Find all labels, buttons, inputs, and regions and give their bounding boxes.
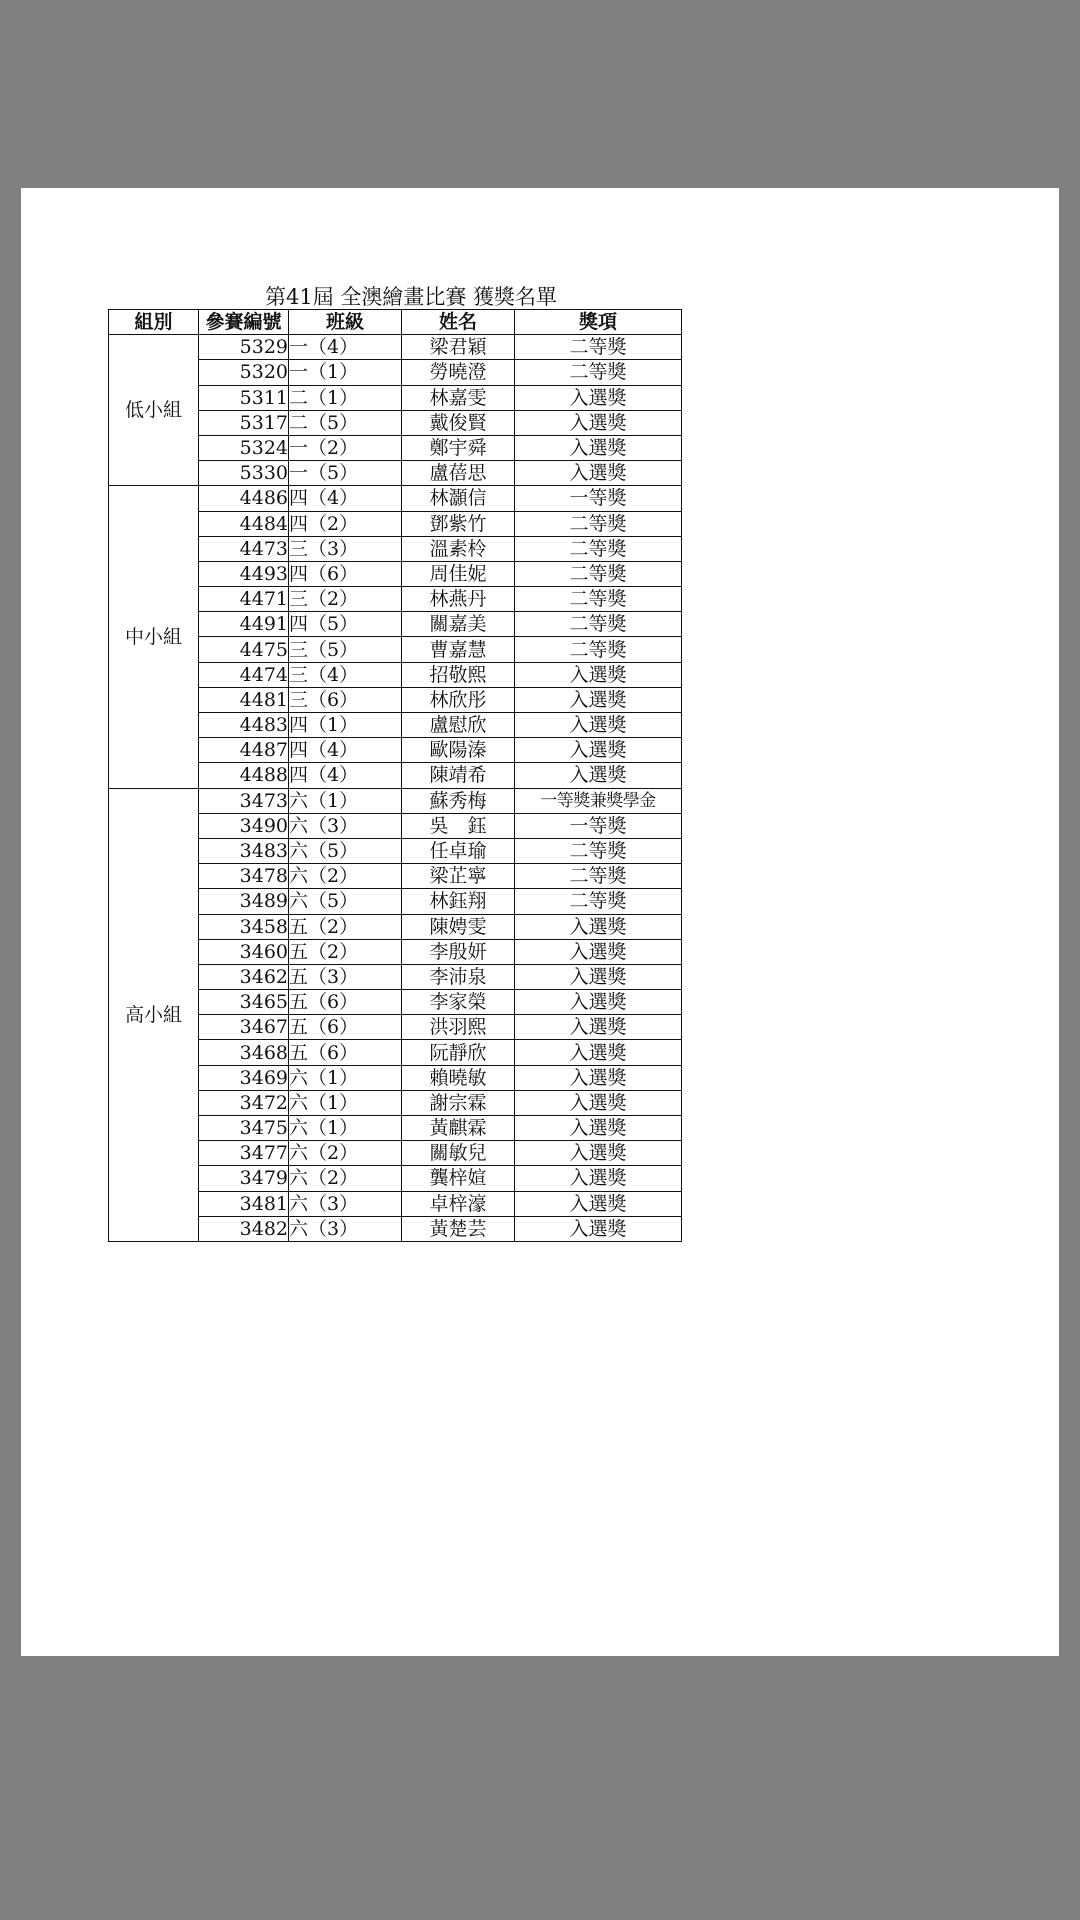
entry-number-cell: 5324 (199, 435, 289, 460)
class-cell: 六（1） (289, 1065, 402, 1090)
award-cell: 二等獎 (515, 536, 682, 561)
entry-number-cell: 5317 (199, 410, 289, 435)
award-cell: 入選獎 (515, 1166, 682, 1191)
student-name-cell: 林嘉雯 (402, 385, 515, 410)
student-name-cell: 關敏兒 (402, 1141, 515, 1166)
class-cell: 六（1） (289, 788, 402, 813)
award-cell: 二等獎 (515, 612, 682, 637)
award-cell: 入選獎 (515, 435, 682, 460)
class-cell: 一（5） (289, 461, 402, 486)
student-name-cell: 李殷妍 (402, 939, 515, 964)
student-name-cell: 關嘉美 (402, 612, 515, 637)
award-cell: 入選獎 (515, 1116, 682, 1141)
class-cell: 三（5） (289, 637, 402, 662)
student-name-cell: 黃麒霖 (402, 1116, 515, 1141)
student-name-cell: 曹嘉慧 (402, 637, 515, 662)
award-cell: 入選獎 (515, 914, 682, 939)
student-name-cell: 林欣彤 (402, 687, 515, 712)
entry-number-cell: 4481 (199, 687, 289, 712)
document-title: 第41屆 全澳繪畫比賽 獲獎名單 (264, 285, 558, 309)
class-cell: 六（2） (289, 1166, 402, 1191)
entry-number-cell: 3473 (199, 788, 289, 813)
award-cell: 入選獎 (515, 461, 682, 486)
entry-number-cell: 4484 (199, 511, 289, 536)
entry-number-cell: 3481 (199, 1191, 289, 1216)
award-cell: 二等獎 (515, 889, 682, 914)
header-class: 班級 (289, 310, 402, 335)
class-cell: 六（3） (289, 1191, 402, 1216)
award-table (108, 309, 682, 1242)
student-name-cell: 蘇秀梅 (402, 788, 515, 813)
award-cell: 入選獎 (515, 738, 682, 763)
entry-number-cell: 4488 (199, 763, 289, 788)
award-cell: 一等獎兼獎學金 (515, 788, 682, 813)
student-name-cell: 戴俊賢 (402, 410, 515, 435)
entry-number-cell: 5311 (199, 385, 289, 410)
entry-number-cell: 3469 (199, 1065, 289, 1090)
table-row (109, 486, 682, 511)
group-label: 高小組 (109, 788, 199, 1241)
class-cell: 六（5） (289, 838, 402, 863)
award-cell: 入選獎 (515, 1065, 682, 1090)
entry-number-cell: 5329 (199, 335, 289, 360)
award-cell: 入選獎 (515, 1090, 682, 1115)
student-name-cell: 歐陽溱 (402, 738, 515, 763)
class-cell: 六（1） (289, 1116, 402, 1141)
student-name-cell: 吳 鈺 (402, 813, 515, 838)
award-cell: 一等獎 (515, 486, 682, 511)
entry-number-cell: 4471 (199, 587, 289, 612)
group-label: 低小組 (109, 335, 199, 486)
header-group: 組別 (109, 310, 199, 335)
student-name-cell: 梁芷寧 (402, 864, 515, 889)
entry-number-cell: 4487 (199, 738, 289, 763)
table-row (109, 788, 682, 813)
award-cell: 入選獎 (515, 1015, 682, 1040)
award-cell: 二等獎 (515, 637, 682, 662)
class-cell: 三（6） (289, 687, 402, 712)
entry-number-cell: 5320 (199, 360, 289, 385)
award-cell: 入選獎 (515, 662, 682, 687)
entry-number-cell: 3475 (199, 1116, 289, 1141)
class-cell: 五（2） (289, 914, 402, 939)
class-cell: 六（2） (289, 864, 402, 889)
entry-number-cell: 3462 (199, 964, 289, 989)
student-name-cell: 盧慰欣 (402, 713, 515, 738)
entry-number-cell: 4474 (199, 662, 289, 687)
award-cell: 二等獎 (515, 561, 682, 586)
class-cell: 五（3） (289, 964, 402, 989)
entry-number-cell: 4475 (199, 637, 289, 662)
entry-number-cell: 3490 (199, 813, 289, 838)
header-name: 姓名 (402, 310, 515, 335)
class-cell: 四（4） (289, 738, 402, 763)
entry-number-cell: 4493 (199, 561, 289, 586)
award-cell: 二等獎 (515, 587, 682, 612)
student-name-cell: 阮靜欣 (402, 1040, 515, 1065)
student-name-cell: 李沛泉 (402, 964, 515, 989)
student-name-cell: 李家榮 (402, 990, 515, 1015)
student-name-cell: 林鈺翔 (402, 889, 515, 914)
entry-number-cell: 3465 (199, 990, 289, 1015)
class-cell: 三（3） (289, 536, 402, 561)
document-page (21, 188, 1059, 1656)
class-cell: 三（4） (289, 662, 402, 687)
class-cell: 五（6） (289, 1015, 402, 1040)
award-cell: 入選獎 (515, 939, 682, 964)
student-name-cell: 洪羽熙 (402, 1015, 515, 1040)
award-cell: 入選獎 (515, 964, 682, 989)
class-cell: 四（6） (289, 561, 402, 586)
entry-number-cell: 3483 (199, 838, 289, 863)
entry-number-cell: 4473 (199, 536, 289, 561)
class-cell: 六（5） (289, 889, 402, 914)
class-cell: 四（4） (289, 763, 402, 788)
entry-number-cell: 3477 (199, 1141, 289, 1166)
student-name-cell: 鄧紫竹 (402, 511, 515, 536)
class-cell: 二（5） (289, 410, 402, 435)
award-cell: 二等獎 (515, 864, 682, 889)
award-cell: 入選獎 (515, 1141, 682, 1166)
student-name-cell: 招敬熙 (402, 662, 515, 687)
award-table-body (109, 335, 682, 1242)
entry-number-cell: 3479 (199, 1166, 289, 1191)
class-cell: 二（1） (289, 385, 402, 410)
entry-number-cell: 3460 (199, 939, 289, 964)
class-cell: 一（1） (289, 360, 402, 385)
class-cell: 五（6） (289, 990, 402, 1015)
award-cell: 二等獎 (515, 838, 682, 863)
award-cell: 入選獎 (515, 763, 682, 788)
table-row (109, 335, 682, 360)
class-cell: 四（4） (289, 486, 402, 511)
award-cell: 入選獎 (515, 687, 682, 712)
award-cell: 二等獎 (515, 335, 682, 360)
class-cell: 六（2） (289, 1141, 402, 1166)
class-cell: 五（6） (289, 1040, 402, 1065)
award-cell: 入選獎 (515, 1040, 682, 1065)
student-name-cell: 龔梓媗 (402, 1166, 515, 1191)
header-entry-number: 參賽編號 (199, 310, 289, 335)
entry-number-cell: 3472 (199, 1090, 289, 1115)
award-cell: 入選獎 (515, 713, 682, 738)
student-name-cell: 謝宗霖 (402, 1090, 515, 1115)
award-cell: 入選獎 (515, 1216, 682, 1241)
student-name-cell: 盧蓓思 (402, 461, 515, 486)
student-name-cell: 周佳妮 (402, 561, 515, 586)
award-cell: 入選獎 (515, 410, 682, 435)
student-name-cell: 黃楚芸 (402, 1216, 515, 1241)
class-cell: 四（5） (289, 612, 402, 637)
award-cell: 入選獎 (515, 385, 682, 410)
group-label: 中小組 (109, 486, 199, 788)
entry-number-cell: 3467 (199, 1015, 289, 1040)
entry-number-cell: 3468 (199, 1040, 289, 1065)
table-header-row (109, 310, 682, 335)
award-cell: 一等獎 (515, 813, 682, 838)
entry-number-cell: 3478 (199, 864, 289, 889)
class-cell: 六（1） (289, 1090, 402, 1115)
award-cell: 入選獎 (515, 990, 682, 1015)
entry-number-cell: 3489 (199, 889, 289, 914)
award-cell: 入選獎 (515, 1191, 682, 1216)
student-name-cell: 陳靖希 (402, 763, 515, 788)
entry-number-cell: 4491 (199, 612, 289, 637)
class-cell: 四（1） (289, 713, 402, 738)
class-cell: 三（2） (289, 587, 402, 612)
entry-number-cell: 3458 (199, 914, 289, 939)
student-name-cell: 林灝信 (402, 486, 515, 511)
student-name-cell: 勞曉澄 (402, 360, 515, 385)
student-name-cell: 溫素柃 (402, 536, 515, 561)
student-name-cell: 林燕丹 (402, 587, 515, 612)
student-name-cell: 陳娉雯 (402, 914, 515, 939)
class-cell: 五（2） (289, 939, 402, 964)
class-cell: 六（3） (289, 1216, 402, 1241)
award-cell: 二等獎 (515, 511, 682, 536)
class-cell: 四（2） (289, 511, 402, 536)
student-name-cell: 鄭宇舜 (402, 435, 515, 460)
entry-number-cell: 5330 (199, 461, 289, 486)
student-name-cell: 賴曉敏 (402, 1065, 515, 1090)
header-award: 獎項 (515, 310, 682, 335)
award-cell: 二等獎 (515, 360, 682, 385)
student-name-cell: 卓梓濠 (402, 1191, 515, 1216)
entry-number-cell: 4483 (199, 713, 289, 738)
class-cell: 六（3） (289, 813, 402, 838)
student-name-cell: 任卓瑜 (402, 838, 515, 863)
student-name-cell: 梁君穎 (402, 335, 515, 360)
entry-number-cell: 3482 (199, 1216, 289, 1241)
entry-number-cell: 4486 (199, 486, 289, 511)
class-cell: 一（2） (289, 435, 402, 460)
class-cell: 一（4） (289, 335, 402, 360)
